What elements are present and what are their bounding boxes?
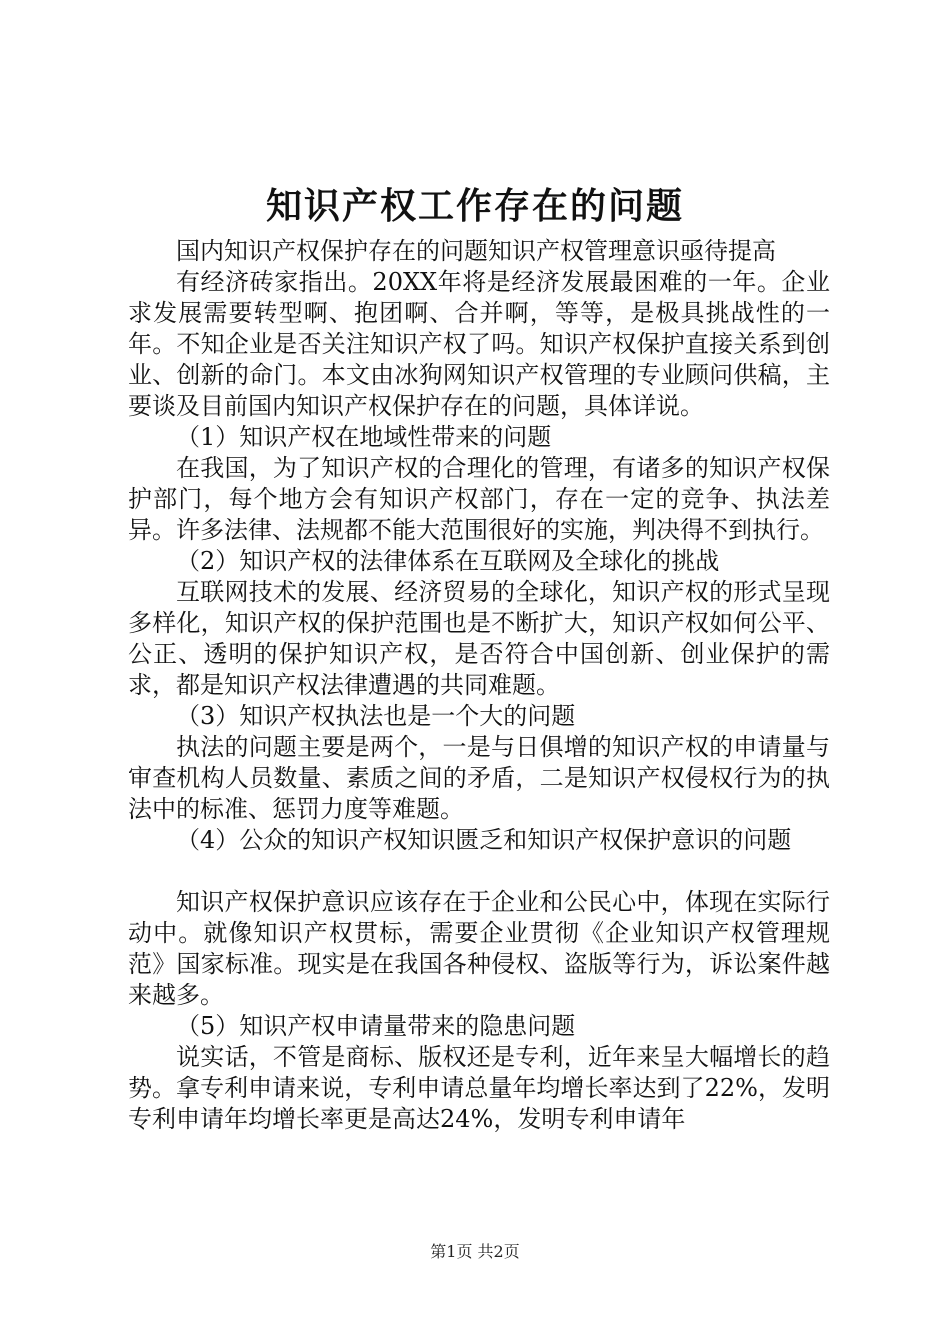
paragraph-intro-heading: 国内知识产权保护存在的问题知识产权管理意识亟待提高 (176, 237, 776, 265)
document-body (128, 236, 830, 1135)
paragraph-intro: 有经济砖家指出。20XX年将是经济发展最困难的一年。企业求发展需要转型啊、抱团啊、合并啊，等等，是极具挑战性的一年。不知企业是否关注知识产权了吗。知识产权保护直接关系到创业、创新的命门。本文由冰狗网知识产权管理的专业顾问供稿，主要谈及目前国内知识产权保护存在的问题，具体详说。 (128, 268, 830, 420)
section-heading-5: （5）知识产权申请量带来的隐患问题 (176, 1012, 576, 1040)
section-body-5: 说实话，不管是商标、版权还是专利，近年来呈大幅增长的趋势。拿专利申请来说，专利申请总量年均增长率达到了22%，发明专利申请年均增长率更是高达24%，发明专利申请年 (128, 1043, 830, 1133)
section-body-2: 互联网技术的发展、经济贸易的全球化，知识产权的形式呈现多样化，知识产权的保护范围也是不断扩大，知识产权如何公平、公正、透明的保护知识产权，是否符合中国创新、创业保护的需求，都是知识产权法律遭遇的共同难题。 (128, 578, 830, 699)
section-body-4: 知识产权保护意识应该存在于企业和公民心中，体现在实际行动中。就像知识产权贯标，需要企业贯彻《企业知识产权管理规范》国家标准。现实是在我国各种侵权、盗版等行为，诉讼案件越来越多。 (128, 888, 830, 1009)
section-body-1: 在我国，为了知识产权的合理化的管理，有诸多的知识产权保护部门，每个地方会有知识产权部门，存在一定的竞争、执法差异。许多法律、法规都不能大范围很好的实施，判决得不到执行。 (128, 454, 830, 544)
page-number-footer: 第1页 共2页 (430, 1242, 520, 1261)
document-title: 知识产权工作存在的问题 (265, 185, 684, 227)
section-heading-2: （2）知识产权的法律体系在互联网及全球化的挑战 (176, 547, 720, 575)
section-heading-3: （3）知识产权执法也是一个大的问题 (176, 702, 576, 730)
section-heading-1: （1）知识产权在地域性带来的问题 (176, 423, 552, 451)
section-body-3: 执法的问题主要是两个，一是与日俱增的知识产权的申请量与审查机构人员数量、素质之间的矛盾，二是知识产权侵权行为的执法中的标准、惩罚力度等难题。 (128, 733, 830, 823)
section-heading-4: （4）公众的知识产权知识匮乏和知识产权保护意识的问题 (176, 826, 792, 854)
